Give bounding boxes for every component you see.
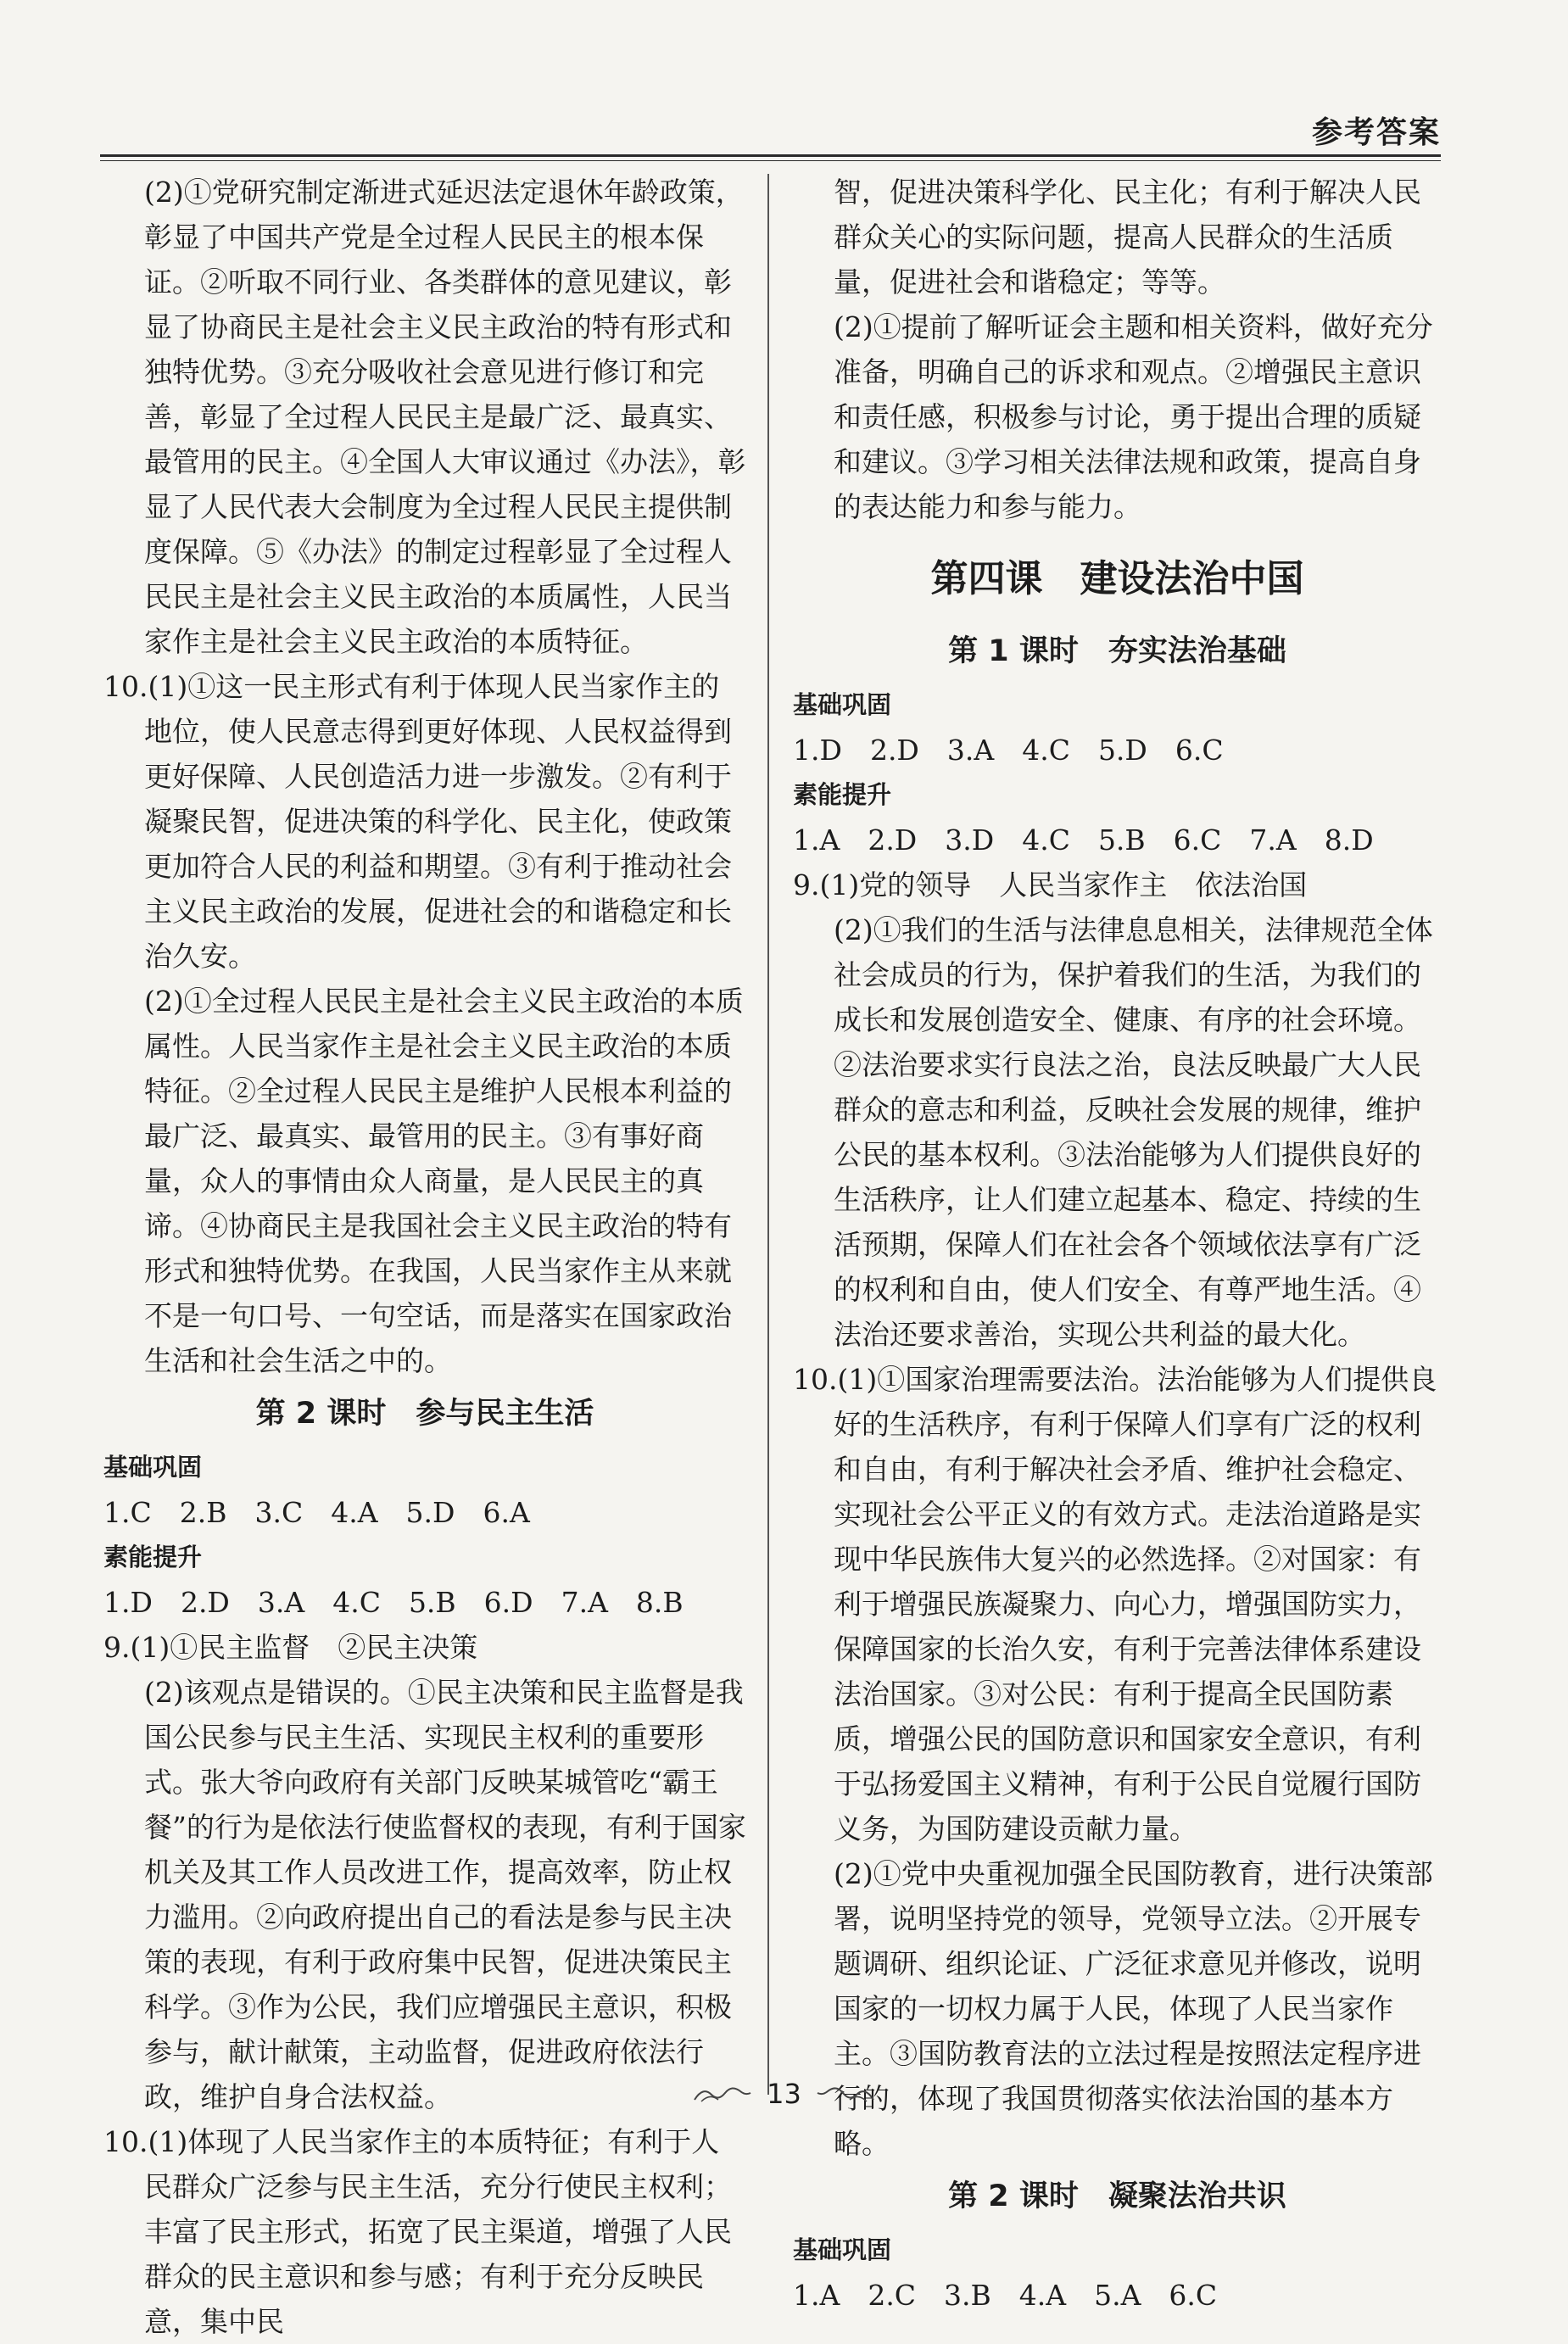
- header-title: 参考答案: [1311, 115, 1441, 150]
- wave-ornament-icon: [816, 2083, 875, 2105]
- basic-answers: 1.C 2.B 3.C 4.A 5.D 6.A: [103, 1496, 530, 1529]
- answer-10-1: 10.(1)①国家治理需要法治。法治能够为人们提供良好的生活秩序，有利于保障人们享有广泛的权利和自由，有利于解决社会矛盾、维护社会稳定、实现社会公平正义的有效方式。走法治道路是实现中华民族伟大复兴的必然选择。②对国家：有利于增强民族凝聚力、向心力，增强国防实力，保障国家的长治久安，有利于完善法律体系建设法治国家。③对公民：有利于提高全民国防素质，增强公民的国防意识和国家安全意识，有利于弘扬爱国主义精神，有利于公民自觉履行国防义务，为国防建设贡献力量。: [793, 1363, 1437, 1845]
- answer-continuation: 智，促进决策科学化、民主化；有利于解决人民群众关心的实际问题，提高人民群众的生活质量，促进社会和谐稳定；等等。: [834, 176, 1421, 299]
- lesson-title: 第 2 课时 凝聚法治共识: [948, 2179, 1286, 2213]
- page-number: 13: [767, 2078, 801, 2110]
- basic-answers: 1.A 2.C 3.B 4.A 5.A 6.C: [793, 2279, 1218, 2312]
- answer-10-1b: 10.(1)体现了人民当家作主的本质特征；有利于人民群众广泛参与民主生活，充分行使民主权利；丰富了民主形式，拓宽了民主渠道，增强了人民群众的民主意识和参与感；有利于充分反映民意，集中民: [103, 2125, 732, 2338]
- right-column: [793, 170, 1442, 2318]
- answer-10-2: (2)①党中央重视加强全民国防教育，进行决策部署，说明坚持党的领导，党领导立法。②开展专题调研、组织论证、广泛征求意见并修改，说明国家的一切权力属于人民，体现了人民当家作主。③国防教育法的立法过程是按照法定程序进行的，体现了我国贯彻落实依法治国的基本方略。: [834, 1857, 1433, 2160]
- basic-answers: 1.D 2.D 3.A 4.C 5.D 6.C: [793, 734, 1224, 767]
- header-rule-thin: [100, 160, 1441, 161]
- chapter-title: 第四课 建设法治中国: [930, 557, 1304, 600]
- wave-ornament-icon: [693, 2083, 752, 2105]
- improve-answers: 1.D 2.D 3.A 4.C 5.B 6.D 7.A 8.B: [103, 1586, 684, 1619]
- left-column: [103, 170, 746, 2344]
- section-label-improve: 素能提升: [103, 1543, 203, 1571]
- answer-9-2: (2)该观点是错误的。①民主决策和民主监督是我国公民参与民主生活、实现民主权利的重要形式。张大爷向政府有关部门反映某城管吃“霸王餐”的行为是依法行使监督权的表现，有利于国家机关及其工作人员改进工作，提高效率，防止权力滥用。②向政府提出自己的看法是参与民主决策的表现，有利于政府集中民智，促进决策民主科学。③作为公民，我们应增强民主意识，积极参与，献计献策，主动监督，促进政府依法行政，维护自身合法权益。: [144, 1676, 746, 2113]
- section-label-improve: 素能提升: [793, 780, 892, 809]
- improve-answers: 1.A 2.D 3.D 4.C 5.B 6.C 7.A 8.D: [793, 823, 1374, 857]
- section-label-basic: 基础巩固: [793, 2235, 892, 2264]
- answer-9-1: 9.(1)党的领导 人民当家作主 依法治国: [793, 868, 1308, 901]
- answer-paragraph: (2)①党研究制定渐进式延迟法定退休年龄政策，彰显了中国共产党是全过程人民民主的根本保证。②听取不同行业、各类群体的意见建议，彰显了协商民主是社会主义民主政治的特有形式和独特优势。③充分吸收社会意见进行修订和完善，彰显了全过程人民民主是最广泛、最真实、最管用的民主。④全国人大审议通过《办法》，彰显了人民代表大会制度为全过程人民民主提供制度保障。⑤《办法》的制定过程彰显了全过程人民民主是社会主义民主政治的本质属性，人民当家作主是社会主义民主政治的本质特征。: [144, 176, 746, 658]
- lesson-title: 第 1 课时 夯实法治基础: [948, 634, 1286, 668]
- header-rule: [100, 154, 1441, 157]
- answer-9-2: (2)①我们的生活与法律息息相关，法律规范全体社会成员的行为，保护着我们的生活，为我们的成长和发展创造安全、健康、有序的社会环境。②法治要求实行良法之治，良法反映最广大人民群众的意志和利益，反映社会发展的规律，维护公民的基本权利。③法治能够为人们提供良好的生活秩序，让人们建立起基本、稳定、持续的生活预期，保障人们在社会各个领域依法享有广泛的权利和自由，使人们安全、有尊严地生活。④法治还要求善治，实现公共利益的最大化。: [834, 913, 1433, 1351]
- section-label-basic: 基础巩固: [793, 690, 892, 719]
- answer-10-2b: (2)①提前了解听证会主题和相关资料，做好充分准备，明确自己的诉求和观点。②增强民主意识和责任感，积极参与讨论，勇于提出合理的质疑和建议。③学习相关法律法规和政策，提高自身的表达能力和参与能力。: [834, 310, 1433, 523]
- answer-10-2: (2)①全过程人民民主是社会主义民主政治的本质属性。人民当家作主是社会主义民主政治的本质特征。②全过程人民民主是维护人民根本利益的最广泛、最真实、最管用的民主。③有事好商量，众人的事情由众人商量，是人民民主的真谛。④协商民主是我国社会主义民主政治的特有形式和独特优势。在我国，人民当家作主从来就不是一句口号、一句空话，而是落实在国家政治生活和社会生活之中的。: [144, 985, 744, 1377]
- answer-9-1: 9.(1)①民主监督 ②民主决策: [103, 1631, 478, 1664]
- column-divider: [767, 174, 769, 2095]
- page-footer: [0, 2078, 1568, 2110]
- section-label-basic: 基础巩固: [103, 1453, 203, 1482]
- lesson-title: 第 2 课时 参与民主生活: [255, 1397, 594, 1431]
- answer-10-1: 10.(1)①这一民主形式有利于体现人民当家作主的地位，使人民意志得到更好体现、人民权益得到更好保障、人民创造活力进一步激发。②有利于凝聚民智，促进决策的科学化、民主化，使政策更加符合人民的利益和期望。③有利于推动社会主义民主政治的发展，促进社会的和谐稳定和长治久安。: [103, 670, 732, 973]
